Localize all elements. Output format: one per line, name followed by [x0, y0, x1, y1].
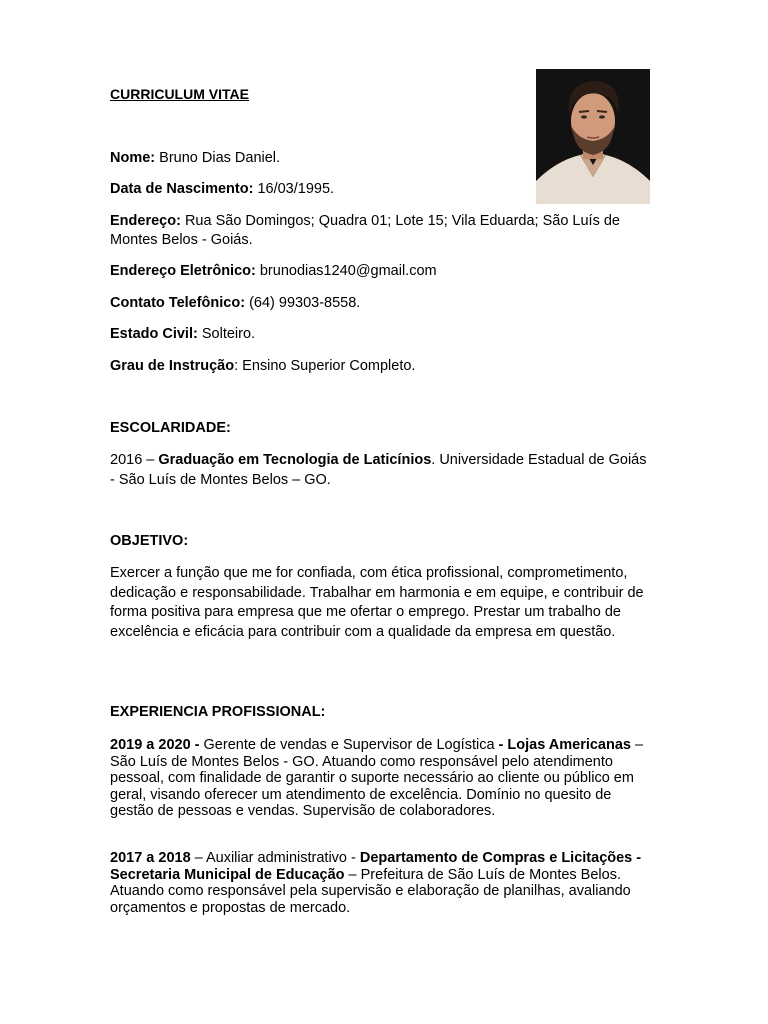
- field-value: (64) 99303-8558.: [245, 295, 361, 311]
- field-nome: [110, 149, 655, 168]
- escolaridade-entry: [110, 451, 655, 490]
- field-label: Endereço:: [110, 213, 181, 229]
- field-value: Rua São Domingos; Quadra 01; Lote 15; Vila Eduarda; São Luís de Montes Belos - Goiás.: [110, 213, 620, 248]
- field-label: Estado Civil:: [110, 326, 198, 342]
- field-label: Grau de Instrução: [110, 358, 235, 374]
- section-heading-objetivo: OBJETIVO:: [110, 533, 189, 549]
- field-data-nascimento: [110, 180, 655, 199]
- field-contato-telefonico: [110, 294, 655, 313]
- field-label: Contato Telefônico:: [110, 295, 246, 311]
- experience-item: [110, 850, 650, 916]
- field-estado-civil: [110, 325, 655, 344]
- section-heading-escolaridade: ESCOLARIDADE:: [110, 420, 231, 436]
- escolaridade-rest: . Universidade Estadual de Goiás - São Luís de Montes Belos – GO.: [110, 452, 647, 488]
- field-endereco: [110, 212, 650, 250]
- experience-description: – Prefeitura de São Luís de Montes Belos. Atuando como responsável pela supervisão e elaboração de planilhas, avaliando orçamentos e propostas de mercado.: [110, 866, 631, 916]
- document-title: CURRICULUM VITAE: [110, 86, 249, 102]
- experience-description: – São Luís de Montes Belos - GO. Atuando como responsável pelo atendimento pessoal, com finalidade de garantir o suporte necessário ao cliente ou público em geral, visando oferecer um atendimento de excelência. Domínio no quesito de gestão de pessoas e vendas. Supervisão de colaboradores.: [110, 737, 644, 819]
- field-value: 16/03/1995.: [253, 181, 335, 197]
- experience-company: - Lojas Americanas: [498, 737, 631, 753]
- experience-item: [110, 737, 650, 820]
- field-endereco-eletronico: [110, 262, 655, 281]
- experience-period: 2017 a 2018: [110, 850, 191, 866]
- field-value: brunodias1240@gmail.com: [255, 263, 437, 279]
- field-value: Bruno Dias Daniel.: [155, 150, 281, 166]
- field-label: Nome:: [110, 150, 156, 166]
- experience-company: Departamento de Compras e Licitações - Secretaria Municipal de Educação: [110, 850, 642, 883]
- experience-role: Gerente de vendas e Supervisor de Logística: [199, 737, 499, 753]
- escolaridade-course: Graduação em Tecnologia de Laticínios: [158, 452, 432, 468]
- section-heading-experiencia: EXPERIENCIA PROFISSIONAL:: [110, 704, 326, 720]
- field-value: : Ensino Superior Completo.: [234, 358, 416, 374]
- objetivo-text: Exercer a função que me for confiada, com ética profissional, comprometimento, dedicação e responsabilidade. Trabalhar em harmonia e em equipe, e contribuir de forma positiva para empresa que me ofertar o emprego. Prestar um trabalho de excelência e eficácia para contribuir com a qualidade da empresa em questão.: [110, 565, 644, 640]
- experience-role: – Auxiliar administrativo -: [190, 850, 360, 866]
- experience-period: 2019 a 2020 -: [110, 737, 200, 753]
- field-grau-instrucao: [110, 357, 655, 376]
- field-value: Solteiro.: [197, 326, 256, 342]
- field-label: Endereço Eletrônico:: [110, 263, 256, 279]
- field-label: Data de Nascimento:: [110, 181, 254, 197]
- escolaridade-year: 2016 –: [110, 452, 159, 468]
